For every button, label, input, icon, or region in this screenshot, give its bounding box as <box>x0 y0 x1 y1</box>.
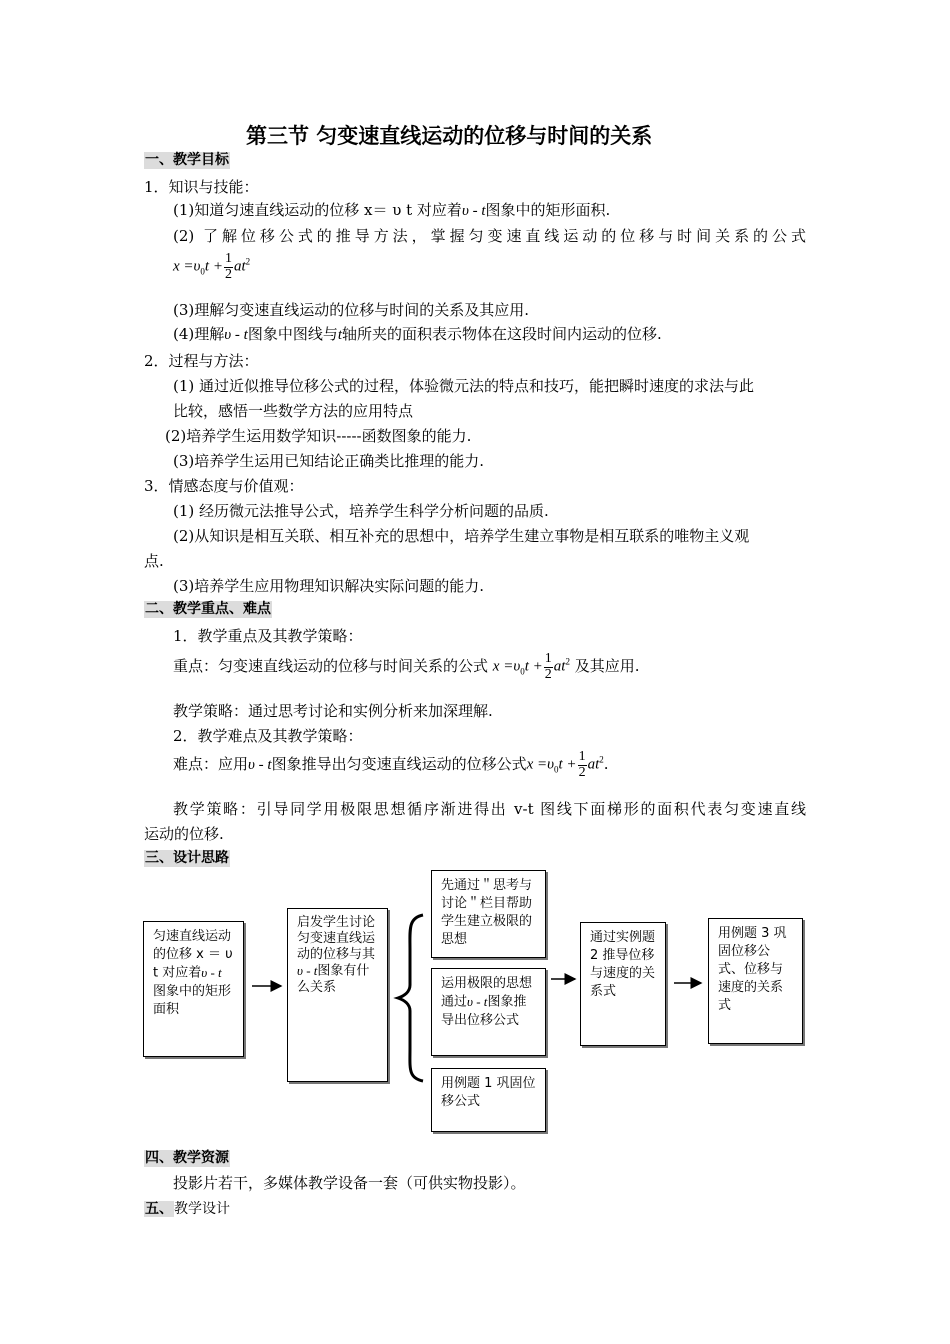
section-heading-objectives: 一、教学目标 <box>145 152 229 168</box>
process-item-2: (2)培养学生运用数学知识-----函数图象的能力. <box>165 427 472 445</box>
formula-displacement-1: $x =\upsilon_0t$ + $\frac{1}{2}$ $at^2$ <box>173 251 251 282</box>
section-heading-teaching-design: 五、教学设计 <box>145 1201 230 1217</box>
process-item-1-cont: 比较，感悟一些数学方法的应用特点 <box>173 402 414 420</box>
difficulty-heading: 2．教学难点及其教学策略： <box>173 727 363 745</box>
vt-symbol: υ - t <box>461 203 486 219</box>
key-points-heading: 1．教学重点及其教学策略： <box>173 627 363 645</box>
attitude-item-1: (1) 经历微元法推导公式，培养学生科学分析问题的品质. <box>173 502 549 520</box>
section-heading-design: 三、设计思路 <box>145 850 229 866</box>
flow-box-think-discuss: 先通过＂思考与讨论＂栏目帮助学生建立极限的思想 <box>431 870 546 958</box>
knowledge-heading: 1．知识与技能： <box>144 178 259 196</box>
strategy-2-cont: 运动的位移. <box>144 825 224 843</box>
flow-box-example-3: 用例题 3 巩固位移公式、位移与速度的关系式 <box>708 918 803 1044</box>
flow-box-discussion: 启发学生讨论匀变速直线运动的位移与其υ - t图象有什么关系 <box>287 908 388 1082</box>
attitude-item-2-cont: 点. <box>144 552 164 570</box>
knowledge-item-1: (1)知道匀速直线运动的位移 x＝ υ t 对应着υ - t图象中的矩形面积. <box>173 201 611 219</box>
page-title: 第三节 匀变速直线运动的位移与时间的关系 <box>246 124 653 148</box>
section-heading-resources: 四、教学资源 <box>145 1150 229 1166</box>
flow-box-limit-derivation: 运用极限的思想通过υ - t图象推导出位移公式 <box>431 968 546 1056</box>
section-heading-key-points: 二、教学重点、难点 <box>145 601 271 617</box>
strategy-1: 教学策略：通过思考讨论和实例分析来加深理解. <box>173 702 493 720</box>
process-heading: 2．过程与方法： <box>144 352 259 370</box>
difficulty-text: 难点：应用υ - t图象推导出匀变速直线运动的位移公式$x =\upsilon_0t$ + $\frac{1}{2}$ $at^2$. <box>173 749 609 780</box>
knowledge-item-2: (2) 了解位移公式的推导方法，掌握匀变速直线运动的位移与时间关系的公式 <box>173 227 806 245</box>
flow-box-example-2: 通过实例题 2 推导位移与速度的关系式 <box>580 922 666 1046</box>
process-item-3: (3)培养学生运用已知结论正确类比推理的能力. <box>173 452 485 470</box>
knowledge-item-4: (4)理解υ - t图象中图线与t轴所夹的面积表示物体在这段时间内运动的位移. <box>173 325 662 343</box>
resources-text: 投影片若干，多媒体教学设备一套（可供实物投影）。 <box>173 1174 526 1192</box>
flow-box-uniform-motion: 匀速直线运动的位移 x ＝ υ t 对应着υ - t图象中的矩形面积 <box>143 921 244 1057</box>
curly-brace <box>398 915 423 1081</box>
process-item-1: (1) 通过近似推导位移公式的过程，体验微元法的特点和技巧，能把瞬时速度的求法与此 <box>173 377 755 395</box>
attitude-heading: 3．情感态度与价值观： <box>144 477 304 495</box>
attitude-item-2: (2)从知识是相互关联、相互补充的思想中，培养学生建立事物是相互联系的唯物主义观 <box>173 527 750 545</box>
attitude-item-3: (3)培养学生应用物理知识解决实际问题的能力. <box>173 577 485 595</box>
key-point-text: 重点：匀变速直线运动的位移与时间关系的公式 $x =\upsilon_0t$ + $\frac{1}{2}$ $at^2$ 及其应用. <box>173 651 640 682</box>
flow-box-example-1: 用例题 1 巩固位移公式 <box>431 1068 546 1132</box>
strategy-2: 教学策略：引导同学用极限思想循序渐进得出 v-t 图线下面梯形的面积代表匀变速直线 <box>173 800 806 818</box>
knowledge-item-3: (3)理解匀变速直线运动的位移与时间的关系及其应用. <box>173 301 530 319</box>
